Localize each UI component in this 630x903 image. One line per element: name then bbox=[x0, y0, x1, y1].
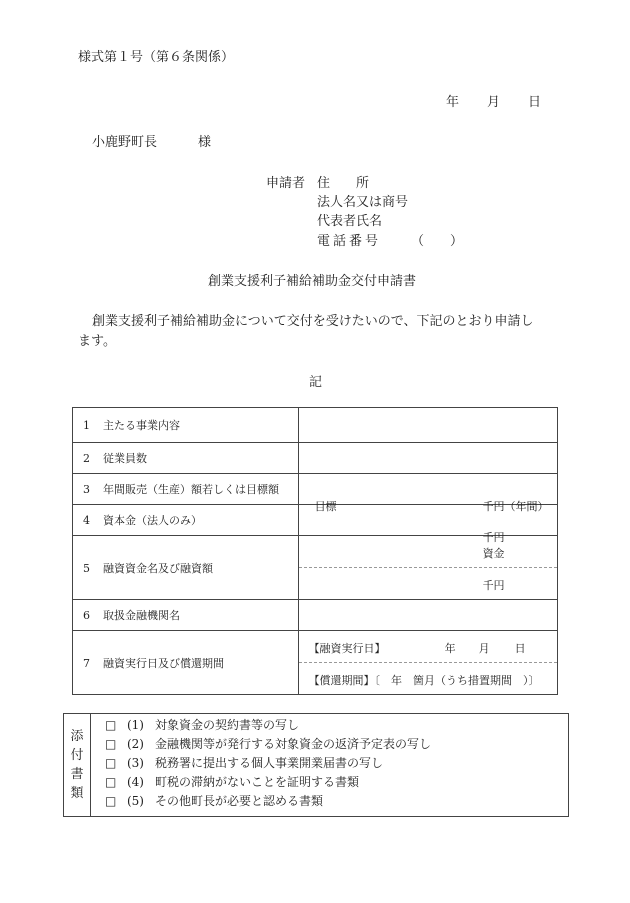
ki-label: 記 bbox=[309, 375, 323, 390]
checkbox[interactable]: □ bbox=[104, 737, 117, 751]
capital-unit: 千円 bbox=[482, 531, 505, 544]
checkbox[interactable]: □ bbox=[104, 756, 117, 770]
list-item: □ (5) その他町長が必要と認める書類 bbox=[91, 792, 568, 811]
attachments-side-label: 添 付 書 類 bbox=[64, 714, 91, 817]
honorific: 様 bbox=[198, 135, 212, 150]
application-table bbox=[72, 407, 558, 695]
phone-label: 電話番号 bbox=[317, 234, 382, 249]
checkbox[interactable]: □ bbox=[104, 718, 117, 732]
phone-paren: （ ） bbox=[411, 234, 464, 249]
repayment-period-label: 【償還期間】〔 年 箇月（うち措置期間 ）〕 bbox=[308, 674, 540, 687]
table-row bbox=[73, 443, 558, 474]
list-item: □ (2) 金融機関等が発行する対象資金の返済予定表の写し bbox=[91, 735, 568, 754]
annual-sales-cell[interactable] bbox=[298, 474, 557, 513]
execution-month: 月 bbox=[478, 642, 490, 655]
annual-unit: 千円（年間） bbox=[482, 500, 549, 513]
target-label: 目標 bbox=[314, 500, 337, 513]
list-item: □ (1) 対象資金の契約書等の写し bbox=[91, 716, 568, 735]
business-content-cell[interactable] bbox=[298, 408, 557, 443]
execution-day: 日 bbox=[514, 642, 526, 655]
recipient: 小鹿野町長 bbox=[92, 135, 158, 150]
list-item: □ (3) 税務署に提出する個人事業開業届書の写し bbox=[91, 754, 568, 773]
table-row bbox=[73, 600, 558, 631]
row-label: 2 従業員数 bbox=[73, 443, 299, 474]
table-row bbox=[73, 474, 558, 505]
company-label: 法人名又は商号 bbox=[317, 195, 409, 210]
bank-name-cell[interactable] bbox=[298, 600, 557, 631]
body-text-line2: ます。 bbox=[78, 334, 116, 349]
date-day: 日 bbox=[528, 95, 542, 110]
fund-label: 資金 bbox=[482, 547, 505, 560]
form-number: 様式第１号（第６条関係） bbox=[78, 50, 235, 65]
employee-count-cell[interactable] bbox=[298, 443, 557, 474]
loan-cell[interactable] bbox=[298, 536, 557, 600]
representative-label: 代表者氏名 bbox=[317, 214, 383, 229]
row-label: 3 年間販売（生産）額若しくは目標額 bbox=[73, 474, 299, 505]
date-month: 月 bbox=[487, 95, 501, 110]
applicant-label: 申請者 bbox=[266, 176, 306, 191]
loan-period-cell[interactable] bbox=[298, 631, 557, 695]
address-label: 住 所 bbox=[317, 176, 370, 191]
attachments-table bbox=[63, 713, 569, 817]
attachments-list bbox=[90, 714, 568, 817]
date-year: 年 bbox=[446, 95, 460, 110]
execution-date-label: 【融資実行日】 bbox=[308, 642, 386, 655]
row-label: 5 融資資金名及び融資額 bbox=[73, 536, 299, 600]
execution-year: 年 bbox=[444, 642, 456, 655]
table-row bbox=[73, 408, 558, 443]
body-text-line1: 創業支援利子補給補助金について交付を受けたいので、下記のとおり申請し bbox=[92, 314, 534, 329]
checkbox[interactable]: □ bbox=[104, 775, 117, 789]
table-row bbox=[73, 631, 558, 695]
row-label: 6 取扱金融機関名 bbox=[73, 600, 299, 631]
row-label: 4 資本金（法人のみ） bbox=[73, 505, 299, 536]
row-label: 1 主たる事業内容 bbox=[73, 408, 299, 443]
row-label: 7 融資実行日及び償還期間 bbox=[73, 631, 299, 695]
table-row bbox=[73, 536, 558, 600]
loan-unit: 千円 bbox=[482, 579, 505, 592]
checkbox[interactable]: □ bbox=[104, 794, 117, 808]
list-item: □ (4) 町税の滞納がないことを証明する書類 bbox=[91, 773, 568, 792]
document-title: 創業支援利子補給補助金交付申請書 bbox=[208, 274, 417, 289]
